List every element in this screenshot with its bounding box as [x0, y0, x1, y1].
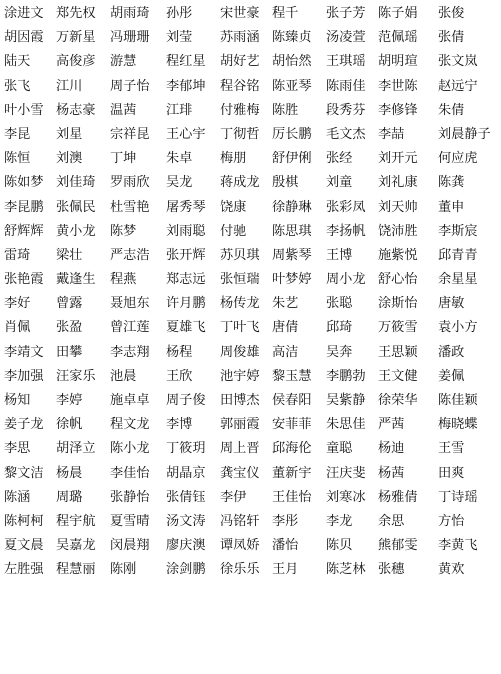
name-cell: 丁坤: [110, 151, 137, 167]
name-cell: 万新星: [56, 30, 96, 46]
name-cell: 姜佩: [438, 368, 465, 384]
name-cell: 何应虎: [438, 151, 478, 167]
name-cell: 唐倩: [272, 320, 299, 336]
name-cell: 汪家乐: [56, 368, 96, 384]
name-cell: 刘星: [56, 126, 83, 142]
name-cell: 郭丽霞: [220, 417, 260, 433]
name-cell: 黎文洁: [4, 465, 44, 481]
name-cell: 丁彻哲: [220, 126, 260, 142]
name-cell: 杨迪: [378, 441, 405, 457]
name-cell: 李鹏勃: [326, 368, 366, 384]
name-cell: 刘佳琦: [56, 175, 96, 191]
name-cell: 黄欢: [438, 562, 465, 578]
name-cell: 李好: [4, 296, 31, 312]
name-cell: 王雪: [438, 441, 465, 457]
name-cell: 杨晨: [56, 465, 83, 481]
name-cell: 江琲: [166, 102, 193, 118]
name-cell: 潘怡: [272, 538, 299, 554]
name-cell: 周小龙: [326, 272, 366, 288]
name-cell: 程文龙: [110, 417, 150, 433]
name-cell: 李加强: [4, 368, 44, 384]
name-cell: 杨志豪: [56, 102, 96, 118]
name-cell: 李伊: [220, 489, 247, 505]
name-cell: 刘澳: [56, 151, 83, 167]
name-cell: 陈梦: [110, 223, 137, 239]
name-cell: 王文健: [378, 368, 418, 384]
name-cell: 曾江莲: [110, 320, 150, 336]
name-cell: 戴逢生: [56, 272, 96, 288]
name-cell: 杨传龙: [220, 296, 260, 312]
name-cell: 张俊: [438, 6, 465, 21]
name-cell: 苏雨涵: [220, 30, 260, 46]
name-cell: 付雅梅: [220, 102, 260, 118]
name-cell: 李思: [4, 441, 31, 457]
name-cell: 程燕: [110, 272, 137, 288]
name-cell: 张倩钰: [166, 489, 206, 505]
name-cell: 陆天: [4, 54, 31, 70]
name-cell: 童聪: [326, 441, 353, 457]
name-cell: 李婷: [56, 393, 83, 408]
name-cell: 程宇航: [56, 513, 96, 529]
name-cell: 张盈: [56, 320, 83, 336]
name-cell: 朱倩: [438, 102, 465, 118]
name-cell: 熊郁雯: [378, 538, 418, 554]
name-cell: 杨茜: [378, 465, 405, 481]
name-cell: 李昆鹏: [4, 199, 44, 215]
name-cell: 陈涵: [4, 489, 31, 505]
name-cell: 唐敏: [438, 296, 465, 312]
name-cell: 许月鹏: [166, 296, 206, 312]
name-cell: 胡好艺: [220, 54, 260, 70]
name-cell: 叶小雪: [4, 102, 44, 118]
name-cell: 杨知: [4, 393, 31, 408]
name-cell: 陈小龙: [110, 441, 150, 457]
name-cell: 舒伊俐: [272, 151, 312, 167]
name-cell: 李黄飞: [438, 538, 478, 554]
name-cell: 侯春阳: [272, 393, 312, 408]
name-cell: 池晨: [110, 368, 137, 384]
name-cell: 张恒瑞: [220, 272, 260, 288]
name-cell: 江川: [56, 78, 83, 94]
name-cell: 刘雨聪: [166, 223, 206, 239]
name-cell: 万筱雪: [378, 320, 418, 336]
name-cell: 张穗: [378, 562, 405, 578]
name-cell: 胡因霞: [4, 30, 44, 46]
name-cell: 程谷铭: [220, 78, 260, 94]
name-cell: 朱艺: [272, 296, 299, 312]
name-cell: 李彤: [272, 513, 299, 529]
name-cell: 李斯宸: [438, 223, 478, 239]
name-cell: 汪庆斐: [326, 465, 366, 481]
name-cell: 张经: [326, 151, 353, 167]
name-cell: 王欣: [166, 368, 193, 384]
name-cell: 严志浩: [110, 247, 150, 263]
name-cell: 徐帆: [56, 417, 83, 433]
name-cell: 刘礼康: [378, 175, 418, 191]
name-cell: 施紫悦: [378, 247, 418, 263]
name-cell: 夏雄飞: [166, 320, 206, 336]
name-cell: 李郁坤: [166, 78, 206, 94]
name-cell: 左胜强: [4, 562, 44, 578]
name-cell: 徐荣华: [378, 393, 418, 408]
name-cell: 段秀芬: [326, 102, 366, 118]
name-cell: 张彩凤: [326, 199, 366, 215]
name-cell: 刘莹: [166, 30, 193, 46]
name-cell: 周子怡: [110, 78, 150, 94]
name-grid: [4, 2, 499, 583]
name-cell: 王佳怡: [272, 489, 312, 505]
name-cell: 李龙: [326, 513, 353, 529]
name-cell: 朱思佳: [326, 417, 366, 433]
name-cell: 程千: [272, 6, 299, 21]
name-cell: 胡泽立: [56, 441, 96, 457]
name-cell: 涂进文: [4, 6, 44, 21]
name-cell: 池宇婷: [220, 368, 260, 384]
name-cell: 谭凤娇: [220, 538, 260, 554]
name-cell: 张子芳: [326, 6, 366, 21]
name-cell: 吴嘉龙: [56, 538, 96, 554]
name-cell: 陈如梦: [4, 175, 44, 191]
name-cell: 陈亚琴: [272, 78, 312, 94]
name-cell: 田攀: [56, 344, 83, 360]
name-cell: 聂旭东: [110, 296, 150, 312]
name-cell: 郑志远: [166, 272, 206, 288]
name-cell: 陈子娟: [378, 6, 418, 21]
name-cell: 李昆: [4, 126, 31, 142]
name-cell: 王博: [326, 247, 353, 263]
name-cell: 刘晨静子: [438, 126, 491, 142]
name-cell: 陈柯柯: [4, 513, 44, 529]
name-cell: 周上晋: [220, 441, 260, 457]
name-cell: 方怡: [438, 513, 465, 529]
name-cell: 陈臻贞: [272, 30, 312, 46]
name-cell: 袁小方: [438, 320, 478, 336]
name-cell: 张聪: [326, 296, 353, 312]
name-cell: 张艳霞: [4, 272, 44, 288]
name-cell: 苏贝琪: [220, 247, 260, 263]
name-cell: 刘寒冰: [326, 489, 366, 505]
name-cell: 高洁: [272, 344, 299, 360]
name-cell: 黎玉慧: [272, 368, 312, 384]
name-cell: 李世陈: [378, 78, 418, 94]
name-cell: 陈贝: [326, 538, 353, 554]
name-cell: 周紫琴: [272, 247, 312, 263]
name-cell: 陈龚: [438, 175, 465, 191]
name-cell: 张开辉: [166, 247, 206, 263]
name-cell: 高俊彦: [56, 54, 96, 70]
name-cell: 李喆: [378, 126, 405, 142]
name-cell: 程慧丽: [56, 562, 96, 578]
name-cell: 董新宇: [272, 465, 312, 481]
name-cell: 龚宝仪: [220, 465, 260, 481]
name-cell: 陈刚: [110, 562, 137, 578]
name-cell: 杨雅倩: [378, 489, 418, 505]
name-cell: 余思: [378, 513, 405, 529]
name-cell: 程红星: [166, 54, 206, 70]
name-cell: 廖庆澳: [166, 538, 206, 554]
name-cell: 施卓卓: [110, 393, 150, 408]
name-cell: 丁叶飞: [220, 320, 260, 336]
name-cell: 饶沛胜: [378, 223, 418, 239]
name-cell: 陈佳颖: [438, 393, 478, 408]
name-cell: 赵远宁: [438, 78, 478, 94]
name-cell: 董申: [438, 199, 465, 215]
name-cell: 周俊雄: [220, 344, 260, 360]
name-cell: 陈恒: [4, 151, 31, 167]
name-cell: 温茜: [110, 102, 137, 118]
name-cell: 陈思琪: [272, 223, 312, 239]
name-cell: 李靖文: [4, 344, 44, 360]
name-cell: 刘天帅: [378, 199, 418, 215]
name-cell: 范佩瑶: [378, 30, 418, 46]
name-cell: 余星星: [438, 272, 478, 288]
name-cell: 涂剑鹏: [166, 562, 206, 578]
name-cell: 李扬帆: [326, 223, 366, 239]
name-cell: 李博: [166, 417, 193, 433]
name-cell: 屠秀琴: [166, 199, 206, 215]
name-cell: 叶梦婷: [272, 272, 312, 288]
name-cell: 张佩民: [56, 199, 96, 215]
name-cell: 吴奔: [326, 344, 353, 360]
name-cell: 游慧: [110, 54, 137, 70]
name-cell: 夏文晨: [4, 538, 44, 554]
name-cell: 黄小龙: [56, 223, 96, 239]
name-cell: 刘开元: [378, 151, 418, 167]
name-cell: 夏雪晴: [110, 513, 150, 529]
name-cell: 杜雪艳: [110, 199, 150, 215]
name-cell: 邱青青: [438, 247, 478, 263]
name-cell: 朱卓: [166, 151, 193, 167]
name-cell: 田博杰: [220, 393, 260, 408]
name-cell: 雷琦: [4, 247, 31, 263]
name-cell: 曾露: [56, 296, 83, 312]
name-cell: 王琪瑶: [326, 54, 366, 70]
name-cell: 胡明瑄: [378, 54, 418, 70]
name-cell: 冯铭轩: [220, 513, 260, 529]
name-cell: 李佳怡: [110, 465, 150, 481]
name-cell: 殷棋: [272, 175, 299, 191]
name-cell: 冯珊珊: [110, 30, 150, 46]
name-cell: 汤凌萱: [326, 30, 366, 46]
name-cell: 安菲菲: [272, 417, 312, 433]
name-cell: 杨程: [166, 344, 193, 360]
name-cell: 陈胜: [272, 102, 299, 118]
name-cell: 潘政: [438, 344, 465, 360]
name-cell: 王心宇: [166, 126, 206, 142]
name-cell: 刘童: [326, 175, 353, 191]
name-cell: 舒心怡: [378, 272, 418, 288]
name-cell: 姜子龙: [4, 417, 44, 433]
name-cell: 严茜: [378, 417, 405, 433]
name-cell: 舒辉辉: [4, 223, 44, 239]
name-cell: 徐静琳: [272, 199, 312, 215]
name-cell: 汤文涛: [166, 513, 206, 529]
name-cell: 陈雨佳: [326, 78, 366, 94]
name-cell: 丁诗瑶: [438, 489, 478, 505]
name-cell: 王思颖: [378, 344, 418, 360]
name-cell: 孙彤: [166, 6, 193, 21]
name-cell: 肖佩: [4, 320, 31, 336]
name-cell: 梁壮: [56, 247, 83, 263]
name-cell: 涂斯怡: [378, 296, 418, 312]
name-cell: 陈芝林: [326, 562, 366, 578]
name-cell: 罗雨欣: [110, 175, 150, 191]
name-cell: 张飞: [4, 78, 31, 94]
name-cell: 王月: [272, 562, 299, 578]
name-cell: 宋世豪: [220, 6, 260, 21]
name-cell: 郑先权: [56, 6, 96, 21]
name-cell: 徐乐乐: [220, 562, 260, 578]
name-cell: 田爽: [438, 465, 465, 481]
name-cell: 丁筱玥: [166, 441, 206, 457]
name-cell: 周璐: [56, 489, 83, 505]
name-cell: 张倩: [438, 30, 465, 46]
name-cell: 胡晶京: [166, 465, 206, 481]
name-cell: 梅朋: [220, 151, 247, 167]
name-cell: 胡怡然: [272, 54, 312, 70]
name-cell: 厉长鹏: [272, 126, 312, 142]
name-cell: 付驰: [220, 223, 247, 239]
name-cell: 饶康: [220, 199, 247, 215]
name-cell: 吴紫静: [326, 393, 366, 408]
name-cell: 邱琦: [326, 320, 353, 336]
name-cell: 宗祥昆: [110, 126, 150, 142]
name-cell: 梅晓蝶: [438, 417, 478, 433]
name-cell: 邱海伦: [272, 441, 312, 457]
name-cell: 周子俊: [166, 393, 206, 408]
name-cell: 毛文杰: [326, 126, 366, 142]
name-cell: 张静怡: [110, 489, 150, 505]
name-cell: 李志翔: [110, 344, 150, 360]
name-cell: 吴龙: [166, 175, 193, 191]
name-cell: 张文岚: [438, 54, 478, 70]
name-cell: 蒋成龙: [220, 175, 260, 191]
name-cell: 闵晨翔: [110, 538, 150, 554]
name-cell: 胡雨琦: [110, 6, 150, 21]
name-cell: 李修锋: [378, 102, 418, 118]
